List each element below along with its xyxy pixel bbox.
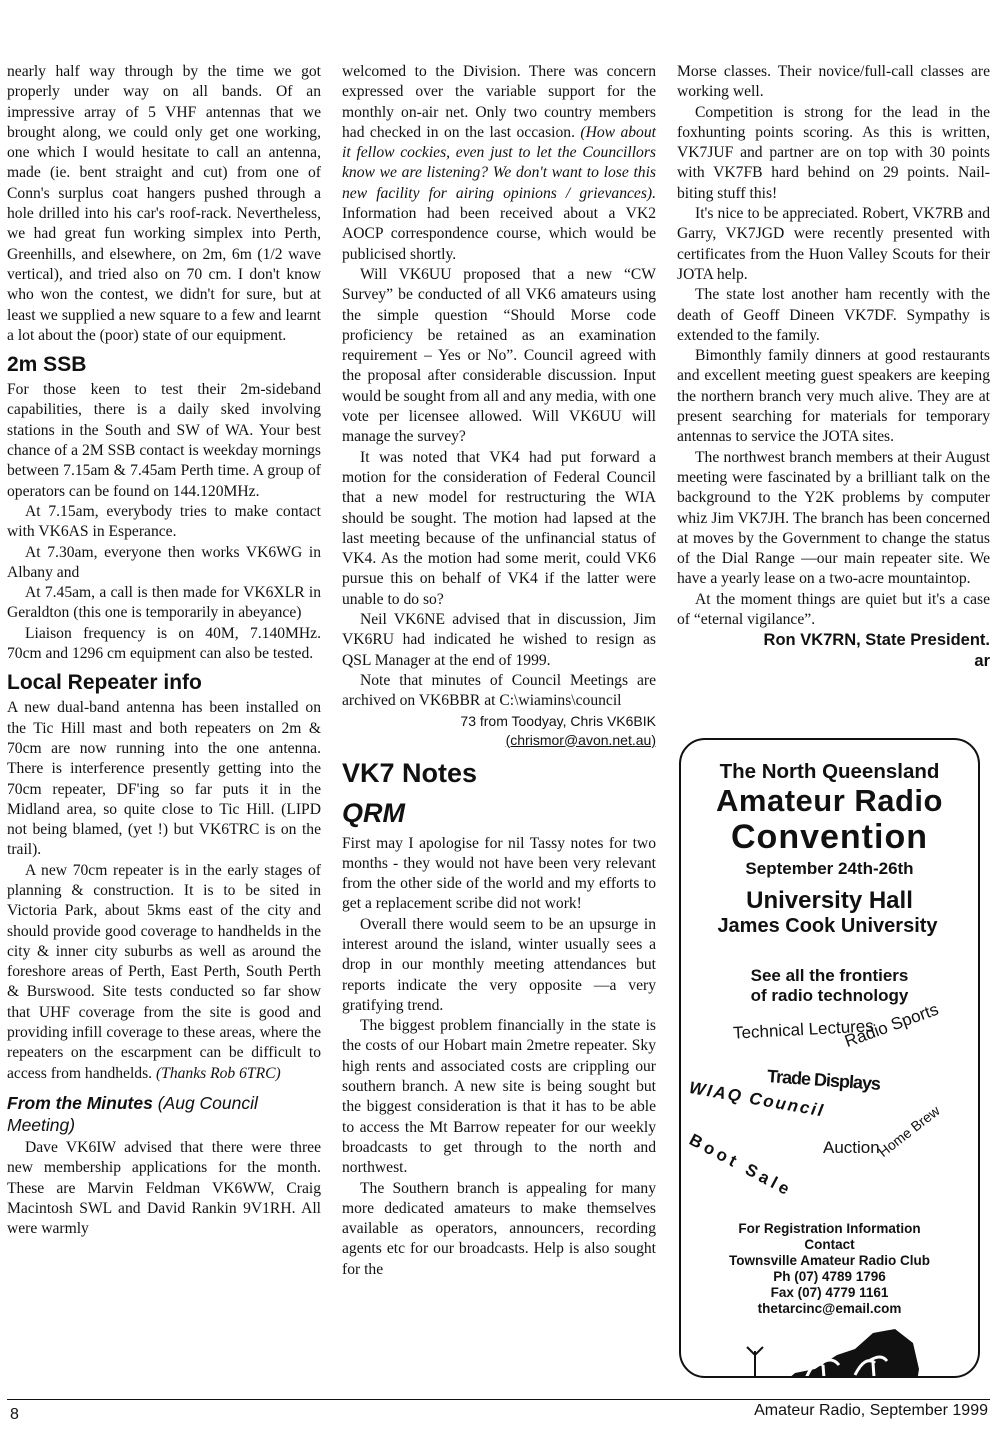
activity-lectures: Technical Lectures: [732, 1016, 875, 1043]
signature-name: 73 from Toodyay, Chris VK6BIK: [460, 712, 656, 729]
signature-email-line: [342, 731, 656, 750]
publication-info: Amateur Radio, September 1999: [754, 1402, 988, 1419]
paragraph: It was noted that VK4 had put forward a motion for the consideration of Federal Council that a new model for restructuring the WIA should be sought. The motion had lapsed at the last meeting because of the unfinancial status of VK4. As the motion had some merit, could VK6 pursue this on behalf of VK4 if the latter were unable to do so?: [342, 448, 656, 608]
paragraph-text: Information had been received about a VK2 AOCP correspondence course, which would be publicised shortly.: [342, 205, 656, 263]
column-2: [342, 62, 656, 1280]
ad-registration-2: Contact: [804, 1237, 855, 1252]
ad-venue-hall: University Hall: [746, 887, 913, 914]
paragraph: The biggest problem financially in the state is the costs of our Hobart main 2metre repeater. Sky high rents and associated costs are crippling our southern branch. A new site is being sought but the biggest consideration is that it has to be able to access the Mt Barrow repeater for our weekly broadcasts to get through to the north and northwest.: [342, 1017, 656, 1177]
mountain-shape: [769, 1329, 919, 1378]
tarc-logo: [735, 1325, 925, 1378]
heading-local-repeater: Local Repeater info: [7, 671, 202, 695]
ad-phone: Ph (07) 4789 1796: [773, 1269, 886, 1284]
ad-activities: [681, 999, 978, 1217]
heading-from-minutes: [7, 1092, 321, 1136]
ad-club-name: Townsville Amateur Radio Club: [728, 1253, 931, 1268]
activity-wiaq: WIAQ Council: [687, 1078, 827, 1121]
ad-tagline-1: See all the frontiers: [750, 966, 909, 985]
ad-fax: Fax (07) 4779 1161: [770, 1285, 889, 1300]
heading-2m-ssb: 2m SSB: [7, 353, 87, 377]
paragraph: Competition is strong for the lead in the foxhunting points scoring. As this is written, VK7JUF and partner are on top with 30 points with VK7FB hard behind on 29 points. Nail-biting stuff this!: [677, 103, 990, 202]
heading-text: From the Minutes: [7, 1092, 153, 1113]
activity-sports: Radio Sports: [842, 999, 942, 1052]
signature-email: (chrismor@avon.net.au): [505, 731, 656, 748]
paragraph: Note that minutes of Council Meetings are archived on VK6BBR at C:\wiamins\council: [342, 671, 656, 710]
paragraph: At 7.30am, everyone then works VK6WG in Albany and: [7, 543, 321, 581]
signature-president: Ron VK7RN, State President.: [763, 631, 990, 650]
italic-aside: (How about it fellow cockies, even just to let the Councillors know we are listening? We don't want to lose this new facility for airing opinions / grievances).: [342, 123, 656, 202]
paragraph: It's nice to be appreciated. Robert, VK7RB and Garry, VK7JGD were recently presented with certificates from the Huon Valley Scouts for their JOTA help.: [677, 205, 990, 283]
paragraph: [7, 861, 321, 1084]
ad-venue-university: James Cook University: [717, 915, 938, 937]
article-end-mark: ar: [974, 652, 990, 671]
ad-email: thetarcinc@email.com: [757, 1301, 902, 1316]
paragraph: Bimonthly family dinners at good restaurants and excellent meeting guest speakers are keeping the northern branch very much alive. They are at present searching for materials for temporary antennas to service the JOTA sites.: [677, 347, 990, 446]
activity-home-brew: Home Brew: [875, 1102, 943, 1160]
activity-boot-sale: Boot Sale: [686, 1130, 797, 1201]
ad-tagline-2: of radio technology: [750, 986, 909, 1005]
column-3: [677, 62, 990, 672]
heading-vk7-notes: VK7 Notes: [342, 757, 478, 788]
heading-subtitle: (Aug Council Meeting): [7, 1092, 258, 1135]
paragraph: First may I apologise for nil Tassy notes for two months - they would not have been very relevant from the other side of the world and my efforts to get a replacement scribe did not work!: [342, 834, 656, 913]
paragraph: A new dual-band antenna has been installed on the Tic Hill mast and both repeaters on 2m & 70cm are now running into the one antenna. There is interference presently getting into the 70cm repeater, DF'ing so far puts it in the Midland area, so quite close to Tic Hill. (LIPD not being blamed, (yet !) but VK6TRC is on the trail).: [7, 699, 321, 859]
paragraph-text: welcomed to the Division. There was concern expressed over the variable support for the monthly on-air net. Only two country members had checked in on the last occasion.: [342, 63, 656, 141]
paragraph: At the moment things are quiet but it's a case of “eternal vigilance”.: [677, 590, 990, 629]
column-1: [7, 62, 321, 1239]
paragraph: Overall there would seem to be an upsurge in interest around the island, winter usually sees a drop in our monthly meeting attendances but reports indicate the very opposite —a very gratifying trend.: [342, 915, 656, 1014]
footer-rule: [7, 1399, 990, 1400]
paragraph: nearly half way through by the time we got properly under way on all bands. Of an impressive array of 5 VHF antennas that we brought along, we could only get one working, one which I would hesitate to call an antenna, made (ie. bent straight and cut) from one of Conn's surplus coat hangers pushed through a hole drilled into his car's roof-rack. Nevertheless, we had great fun working simplex into Perth, Greenhills, and elsewhere, on 2m, 6m (1/2 wave vertical), and tried also on 70 cm. I don't know who won the contest, we didn't for sure, but at least we supplied a new square to a few and learnt a lot about the (poor) state of our equipment.: [7, 63, 321, 344]
ad-registration-1: For Registration Information: [738, 1221, 921, 1236]
paragraph: For those keen to test their 2m-sideband capabilities, there is a daily sked involving stations in the South and SW of WA. Your best chance of a 2M SSB contact is weekday mornings between 7.15am & 7.45am Perth time. A group of operators can be found on 144.120MHz.: [7, 381, 321, 500]
paragraph: The northwest branch members at their August meeting were fascinated by a brilliant talk on the background to the Y2K problems by computer whiz Jim VK7JH. The branch has been concerned at moves by the Government to change the status of the Dial Range —our main repeater site. We have a yearly lease on a two-acre mountaintop.: [677, 448, 990, 588]
thanks-note: (Thanks Rob 6TRC): [155, 1064, 281, 1082]
paragraph-text: A new 70cm repeater is in the early stages of planning & construction. It is to be sited in Victoria Park, about 5kms east of the city and should provide good coverage to handhelds in the city & inner city suburbs as well as around the foreshore areas of Perth, East Perth, South Perth & Burswood. Site tests conducted so far show that UHF coverage from the site is good and providing infill coverage to these areas, where the repeaters on the escarpment can be difficult to access from handhelds.: [7, 861, 321, 1082]
ad-dates: September 24th-26th: [745, 859, 914, 878]
paragraph: The state lost another ham recently with the death of Geoff Dineen VK7DF. Sympathy is extended to the family.: [677, 286, 990, 344]
page-number: 8: [10, 1406, 19, 1423]
paragraph: [342, 62, 656, 265]
ad-line-2: Amateur Radio: [716, 783, 943, 818]
paragraph: Liaison frequency is on 40M, 7.140MHz. 70cm and 1296 cm equipment can also be tested.: [7, 624, 321, 663]
paragraph: At 7.45am, a call is then made for VK6XLR in Geraldton (this one is temporarily in abeyance): [7, 584, 321, 622]
paragraph: Dave VK6IW advised that there were three new membership applications for the month. These are Marvin Feldman VK6WW, Craig Macintosh SWL and David Rankin 9V1RH. All were warmly: [7, 1138, 321, 1238]
heading-qrm: QRM: [342, 797, 405, 828]
paragraph: Neil VK6NE advised that in discussion, Jim VK6RU had indicated he wished to resign as QSL Manager at the end of 1999.: [342, 611, 656, 669]
activity-auction: Auction: [823, 1138, 880, 1157]
paragraph: At 7.15am, everybody tries to make contact with VK6AS in Esperance.: [7, 502, 321, 541]
activity-trade: Trade Displays: [766, 1066, 881, 1094]
convention-advertisement: [679, 738, 980, 1378]
paragraph: Morse classes. Their novice/full-call classes are working well.: [677, 63, 990, 101]
paragraph: Will VK6UU proposed that a new “CW Survey” be conducted of all VK6 amateurs using the simple question “Should Morse code proficiency be retained as an examination requirement – Yes or No”. Council agreed with the proposal after considerable discussion. Input would be sought from all and any media, with one vote per licensee allowed. Will VK6UU will manage the survey?: [342, 265, 656, 446]
paragraph: The Southern branch is appealing for many more dedicated amateurs to make themselves available as operators, announcers, recording agents etc for our broadcasts. Help is also sought for the: [342, 1179, 656, 1278]
ad-line-3: Convention: [731, 818, 928, 856]
ad-line-1: The North Queensland: [719, 760, 940, 783]
